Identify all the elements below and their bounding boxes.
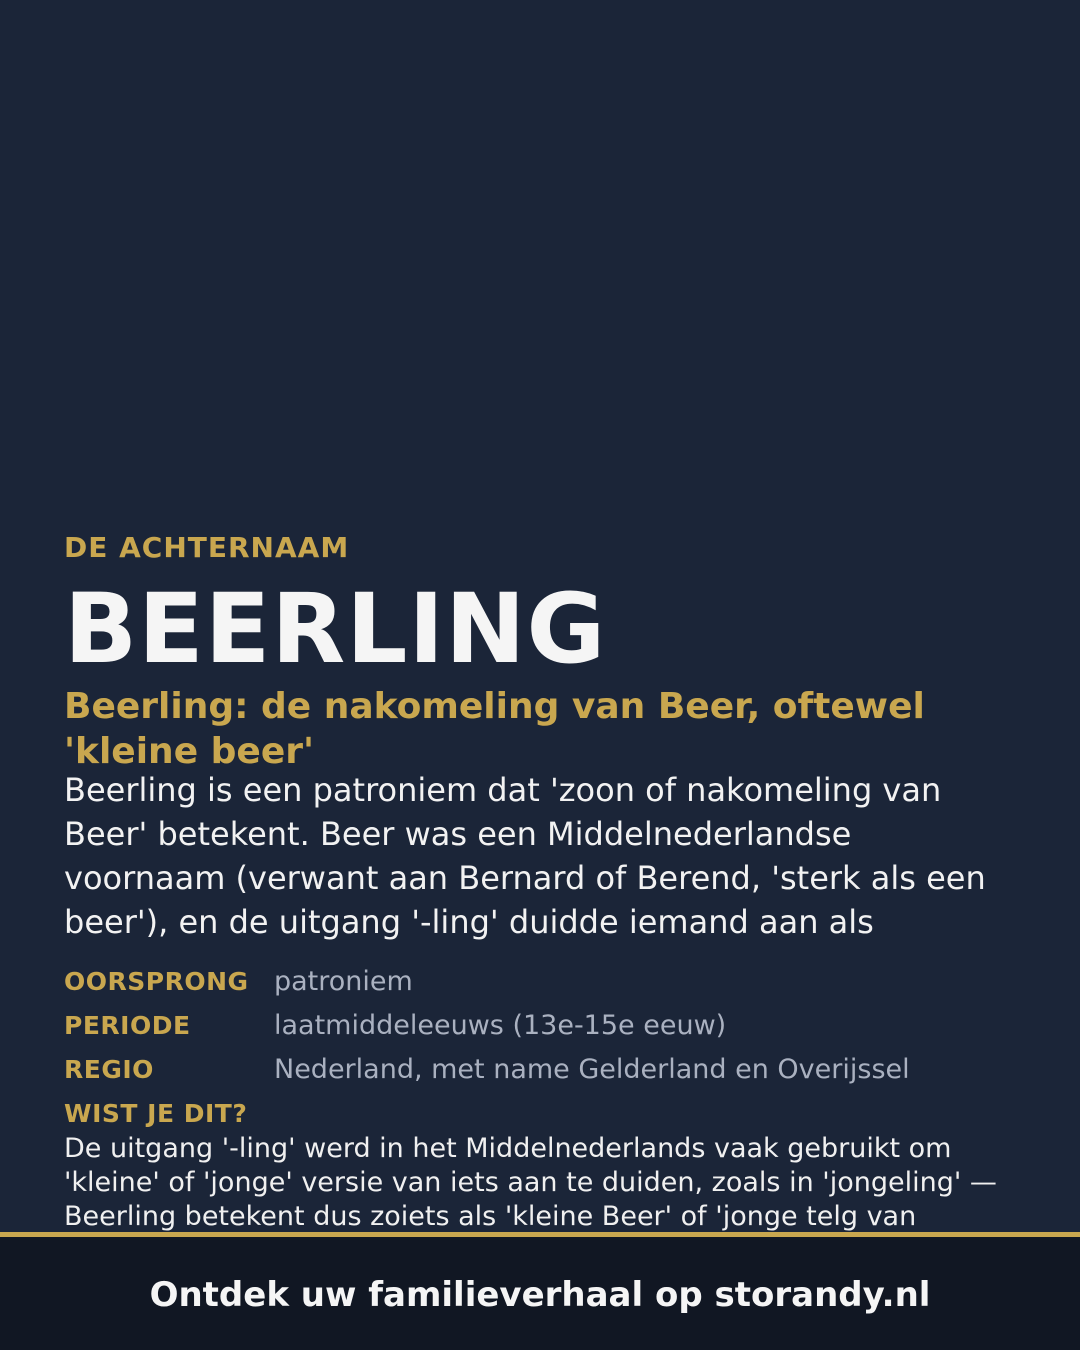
fact-row-region bbox=[64, 1052, 1016, 1096]
fact-label: REGIO bbox=[64, 1055, 154, 1084]
footer-banner bbox=[0, 1232, 1080, 1350]
facts-list bbox=[64, 964, 1016, 1096]
fact-row-origin bbox=[64, 964, 1016, 1008]
fact-row-period bbox=[64, 1008, 1016, 1052]
did-you-know-label: WIST JE DIT? bbox=[64, 1099, 248, 1128]
fact-label: PERIODE bbox=[64, 1011, 191, 1040]
surname-card bbox=[64, 0, 1016, 1232]
footer-cta-link[interactable]: Ontdek uw familieverhaal op storandy.nl bbox=[149, 1274, 931, 1315]
surname-title: BEERLING bbox=[64, 573, 607, 685]
fact-value: patroniem bbox=[274, 966, 413, 997]
did-you-know-text: De uitgang '-ling' werd in het Middelnederlands vaak gebruikt om 'kleine' of 'jonge' versie van iets aan te duiden, zoals in 'jongeling' — Beerling betekent dus zoiets als 'kleine Beer' of 'jonge telg van bbox=[64, 1133, 997, 1232]
fact-value: Nederland, met name Gelderland en Overijssel bbox=[274, 1054, 910, 1085]
surname-description: Beerling is een patroniem dat 'zoon of nakomeling van Beer' betekent. Beer was een Middelnederlandse voornaam (verwant aan Bernard of Berend, 'sterk als een beer'), en de uitgang '-ling' duidde iemand aan als bbox=[64, 771, 986, 941]
fact-value: laatmiddeleeuws (13e-15e eeuw) bbox=[274, 1010, 727, 1041]
surname-subtitle: Beerling: de nakomeling van Beer, oftewel 'kleine beer' bbox=[64, 686, 925, 772]
fact-label: OORSPRONG bbox=[64, 967, 249, 996]
eyebrow-label: DE ACHTERNAAM bbox=[64, 531, 350, 564]
